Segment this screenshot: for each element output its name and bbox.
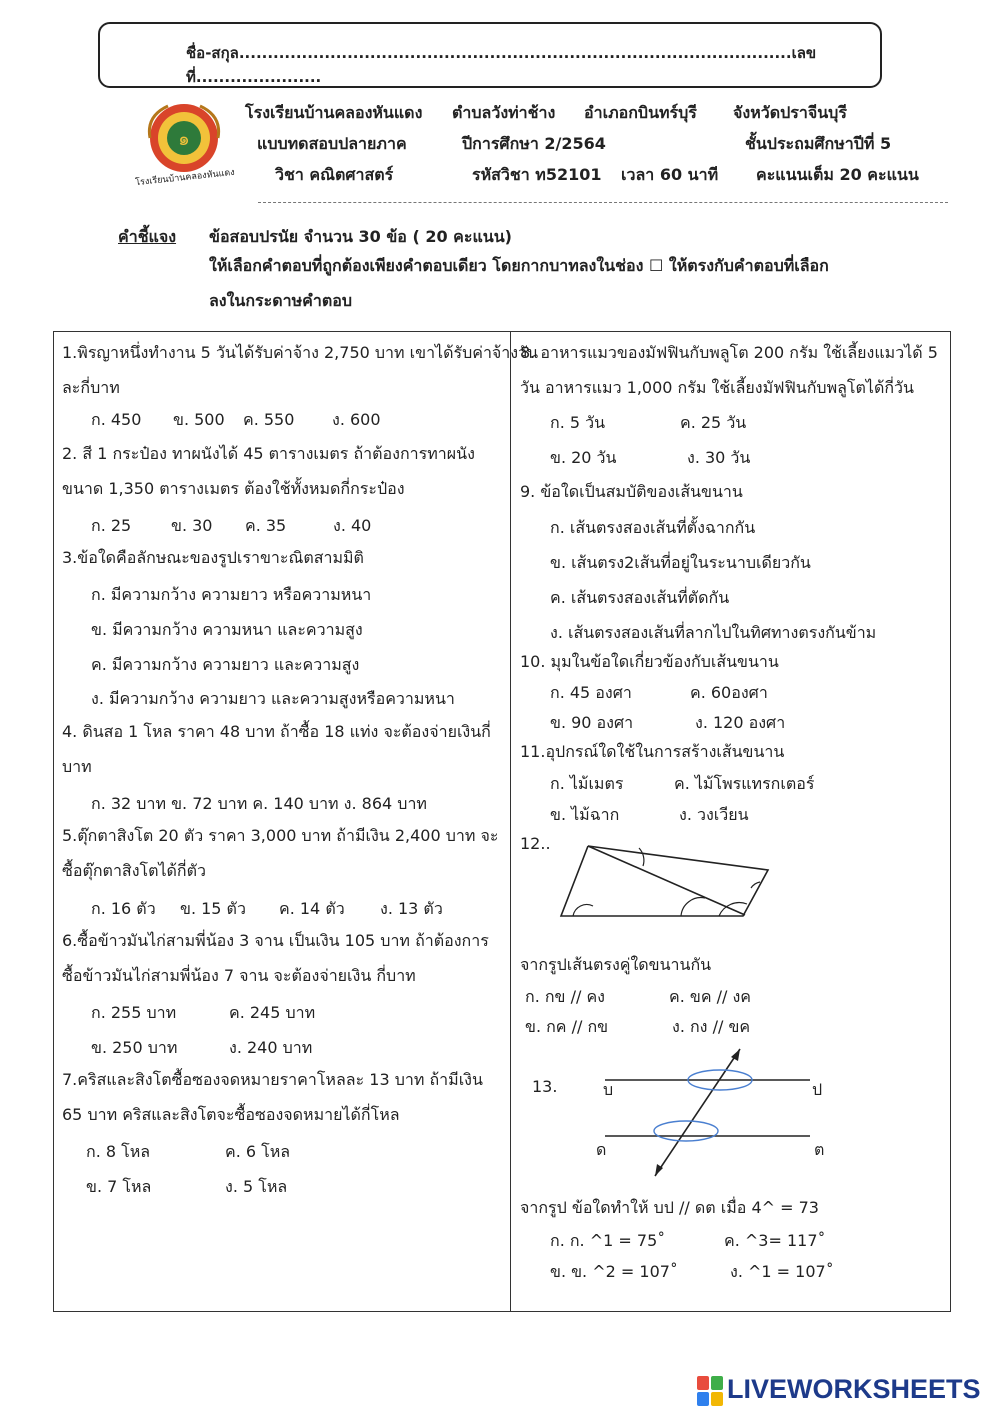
- q5-opt-c[interactable]: ค. 14 ตัว: [279, 899, 345, 918]
- instructions-line3: ลงในกระดาษคำตอบ: [209, 291, 353, 310]
- q7-opt-b[interactable]: ข. 7 โหล: [86, 1177, 152, 1196]
- q12-number: 12..: [520, 834, 551, 853]
- q7-opt-d[interactable]: ง. 5 โหล: [225, 1177, 288, 1196]
- q10-opt-a[interactable]: ก. 45 องศา: [550, 683, 632, 702]
- q8-line1: 8. อาหารแมวของมัฟฟินกับพลูโต 200 กรัม ใช้เลี้ยงแมวได้ 5: [520, 343, 938, 362]
- liveworksheets-brand[interactable]: LIVEWORKSHEETS: [727, 1374, 981, 1404]
- q3-opt-c[interactable]: ค. มีความกว้าง ความยาว และความสูง: [91, 655, 360, 674]
- time-limit: เวลา 60 นาที: [621, 165, 719, 184]
- q12-text: จากรูปเส้นตรงคู่ใดขนานกัน: [520, 955, 712, 974]
- q12-opt-c[interactable]: ค. ขค // งค: [669, 987, 751, 1006]
- q2-opt-d[interactable]: ง. 40: [333, 516, 372, 535]
- q3-opt-b[interactable]: ข. มีความกว้าง ความหนา และความสูง: [91, 620, 363, 639]
- q12-opt-b[interactable]: ข. กค // กข: [525, 1017, 609, 1036]
- q9-opt-a[interactable]: ก. เส้นตรงสองเส้นที่ตั้งฉากกัน: [550, 518, 756, 537]
- q1-opt-a[interactable]: ก. 450: [91, 410, 142, 429]
- school-name: โรงเรียนบ้านคลองหันแดง: [245, 103, 423, 122]
- q7-opt-c[interactable]: ค. 6 โหล: [225, 1142, 291, 1161]
- q8-opt-c[interactable]: ค. 25 วัน: [680, 413, 747, 432]
- instructions-line2: ให้เลือกคำตอบที่ถูกต้องเพียงคำตอบเดียว โดยกากบาทลงในช่อง ☐ ให้ตรงกับคำตอบที่เลือก: [209, 256, 829, 275]
- instructions-line1: ข้อสอบปรนัย จำนวน 30 ข้อ ( 20 คะแนน): [209, 227, 512, 246]
- q5-line1: 5.ตุ๊กตาสิงโต 20 ตัว ราคา 3,000 บาท ถ้ามีเงิน 2,400 บาท จะ: [62, 826, 499, 845]
- q13-figure: [595, 1044, 825, 1184]
- q7-line1: 7.คริสและสิงโตซื้อซองจดหมายราคาโหลละ 13 บาท ถ้ามีเงิน: [62, 1070, 483, 1089]
- q8-opt-a[interactable]: ก. 5 วัน: [550, 413, 606, 432]
- q2-line1: 2. สี 1 กระป๋อง ทาผนังได้ 45 ตารางเมตร ถ้าต้องการทาผนัง: [62, 444, 475, 463]
- q13-label-t: ต: [814, 1140, 825, 1159]
- q9-opt-d[interactable]: ง. เส้นตรงสองเส้นที่ลากไปในทิศทางตรงกันข้าม: [550, 623, 877, 642]
- q13-opt-a[interactable]: ก. ก. ^1 = 75˚: [550, 1231, 666, 1250]
- q6-line2: ซื้อข้าวมันไก่สามพี่น้อง 7 จาน จะต้องจ่ายเงิน กี่บาท: [62, 966, 416, 985]
- q6-opt-c[interactable]: ค. 245 บาท: [229, 1003, 316, 1022]
- q11-opt-c[interactable]: ค. ไม้โพรแทรกเตอร์: [674, 774, 815, 793]
- name-line: ชื่อ-สกุล.................................................................................................เลขที่......................: [186, 44, 817, 86]
- exam-type: แบบทดสอบปลายภาค: [257, 134, 407, 153]
- q1-opt-c[interactable]: ค. 550: [243, 410, 295, 429]
- q12-figure: [555, 838, 780, 923]
- q4-line2: บาท: [62, 757, 92, 776]
- liveworksheets-logo-icon: [697, 1376, 725, 1406]
- q7-line2: 65 บาท คริสและสิงโตจะซื้อซองจดหมายได้กี่โหล: [62, 1105, 400, 1124]
- q8-opt-b[interactable]: ข. 20 วัน: [550, 448, 617, 467]
- q13-opt-d[interactable]: ง. ^1 = 107˚: [730, 1262, 834, 1281]
- column-divider: [510, 331, 511, 1312]
- district: อำเภอกบินทร์บุรี: [584, 103, 697, 122]
- q10-opt-c[interactable]: ค. 60องศา: [690, 683, 768, 702]
- q2-opt-a[interactable]: ก. 25: [91, 516, 132, 535]
- q11-opt-a[interactable]: ก. ไม้เมตร: [550, 774, 624, 793]
- q12-opt-a[interactable]: ก. กข // คง: [525, 987, 605, 1006]
- header-divider: [258, 202, 948, 203]
- q4-line1: 4. ดินสอ 1 โหล ราคา 48 บาท ถ้าซื้อ 18 แท่ง จะต้องจ่ายเงินกี่: [62, 722, 491, 741]
- q5-opt-b[interactable]: ข. 15 ตัว: [180, 899, 246, 918]
- full-score: คะแนนเต็ม 20 คะแนน: [756, 165, 919, 184]
- subdistrict: ตำบลวังท่าช้าง: [452, 103, 556, 122]
- q4-options[interactable]: ก. 32 บาท ข. 72 บาท ค. 140 บาท ง. 864 บาท: [91, 794, 427, 813]
- q5-opt-d[interactable]: ง. 13 ตัว: [380, 899, 443, 918]
- province: จังหวัดปราจีนบุรี: [733, 103, 847, 122]
- q3-opt-d[interactable]: ง. มีความกว้าง ความยาว และความสูงหรือความหนา: [91, 689, 455, 708]
- q10-text: 10. มุมในข้อใดเกี่ยวข้องกับเส้นขนาน: [520, 652, 779, 671]
- q13-opt-b[interactable]: ข. ข. ^2 = 107˚: [550, 1262, 678, 1281]
- q6-opt-d[interactable]: ง. 240 บาท: [229, 1038, 313, 1057]
- q13-label-p: ป: [812, 1080, 823, 1099]
- q9-text: 9. ข้อใดเป็นสมบัติของเส้นขนาน: [520, 482, 743, 501]
- q6-line1: 6.ซื้อข้าวมันไก่สามพี่น้อง 3 จาน เป็นเงิน 105 บาท ถ้าต้องการ: [62, 931, 489, 950]
- q1-opt-b[interactable]: ข. 500: [173, 410, 225, 429]
- q9-opt-b[interactable]: ข. เส้นตรง2เส้นที่อยู่ในระนาบเดียวกัน: [550, 553, 811, 572]
- q13-text: จากรูป ข้อใดทำให้ บป // ดต เมื่อ 4^ = 73: [520, 1198, 819, 1217]
- q7-opt-a[interactable]: ก. 8 โหล: [86, 1142, 151, 1161]
- q3-opt-a[interactable]: ก. มีความกว้าง ความยาว หรือความหนา: [91, 585, 372, 604]
- q2-line2: ขนาด 1,350 ตารางเมตร ต้องใช้ทั้งหมดกี่กระป๋อง: [62, 479, 405, 498]
- q8-opt-d[interactable]: ง. 30 วัน: [687, 448, 751, 467]
- q8-line2: วัน อาหารแมว 1,000 กรัม ใช้เลี้ยงมัฟฟินกับพลูโตได้กี่วัน: [520, 378, 914, 397]
- q5-opt-a[interactable]: ก. 16 ตัว: [91, 899, 156, 918]
- q11-opt-b[interactable]: ข. ไม้ฉาก: [550, 805, 620, 824]
- q2-opt-c[interactable]: ค. 35: [245, 516, 287, 535]
- svg-text:๑: ๑: [178, 129, 190, 150]
- instructions-label: คำชี้แจง: [118, 227, 177, 246]
- q11-text: 11.อุปกรณ์ใดใช้ในการสร้างเส้นขนาน: [520, 742, 785, 761]
- q13-opt-c[interactable]: ค. ^3= 117˚: [724, 1231, 826, 1250]
- q6-opt-b[interactable]: ข. 250 บาท: [91, 1038, 178, 1057]
- academic-year: ปีการศึกษา 2/2564: [462, 134, 606, 153]
- q2-opt-b[interactable]: ข. 30: [171, 516, 213, 535]
- q10-opt-d[interactable]: ง. 120 องศา: [695, 713, 786, 732]
- subject: วิชา คณิตศาสตร์: [275, 165, 394, 184]
- grade-level: ชั้นประถมศึกษาปีที่ 5: [745, 134, 892, 153]
- subject-code: รหัสวิชา ท52101: [472, 165, 602, 184]
- q1-line1: 1.พิรญาหนึ่งทำงาน 5 วันได้รับค่าจ้าง 2,750 บาท เขาได้รับค่าจ้างวัน: [62, 343, 539, 362]
- q13-number: 13.: [532, 1077, 558, 1096]
- q1-line2: ละกี่บาท: [62, 378, 120, 397]
- q1-opt-d[interactable]: ง. 600: [332, 410, 381, 429]
- q13-label-d: ด: [596, 1140, 607, 1159]
- q3-text: 3.ข้อใดคือลักษณะของรูปเราขาะณิตสามมิติ: [62, 548, 364, 567]
- q12-opt-d[interactable]: ง. กง // ขค: [672, 1017, 751, 1036]
- q9-opt-c[interactable]: ค. เส้นตรงสองเส้นที่ตัดกัน: [550, 588, 730, 607]
- q11-opt-d[interactable]: ง. วงเวียน: [679, 805, 749, 824]
- name-box: [98, 22, 882, 88]
- q13-label-b: บ: [603, 1080, 614, 1099]
- q5-line2: ซื้อตุ๊กตาสิงโตได้กี่ตัว: [62, 861, 206, 880]
- q10-opt-b[interactable]: ข. 90 องศา: [550, 713, 634, 732]
- q6-opt-a[interactable]: ก. 255 บาท: [91, 1003, 177, 1022]
- logo-caption: โรงเรียนบ้านคลองหันแดง: [134, 167, 236, 189]
